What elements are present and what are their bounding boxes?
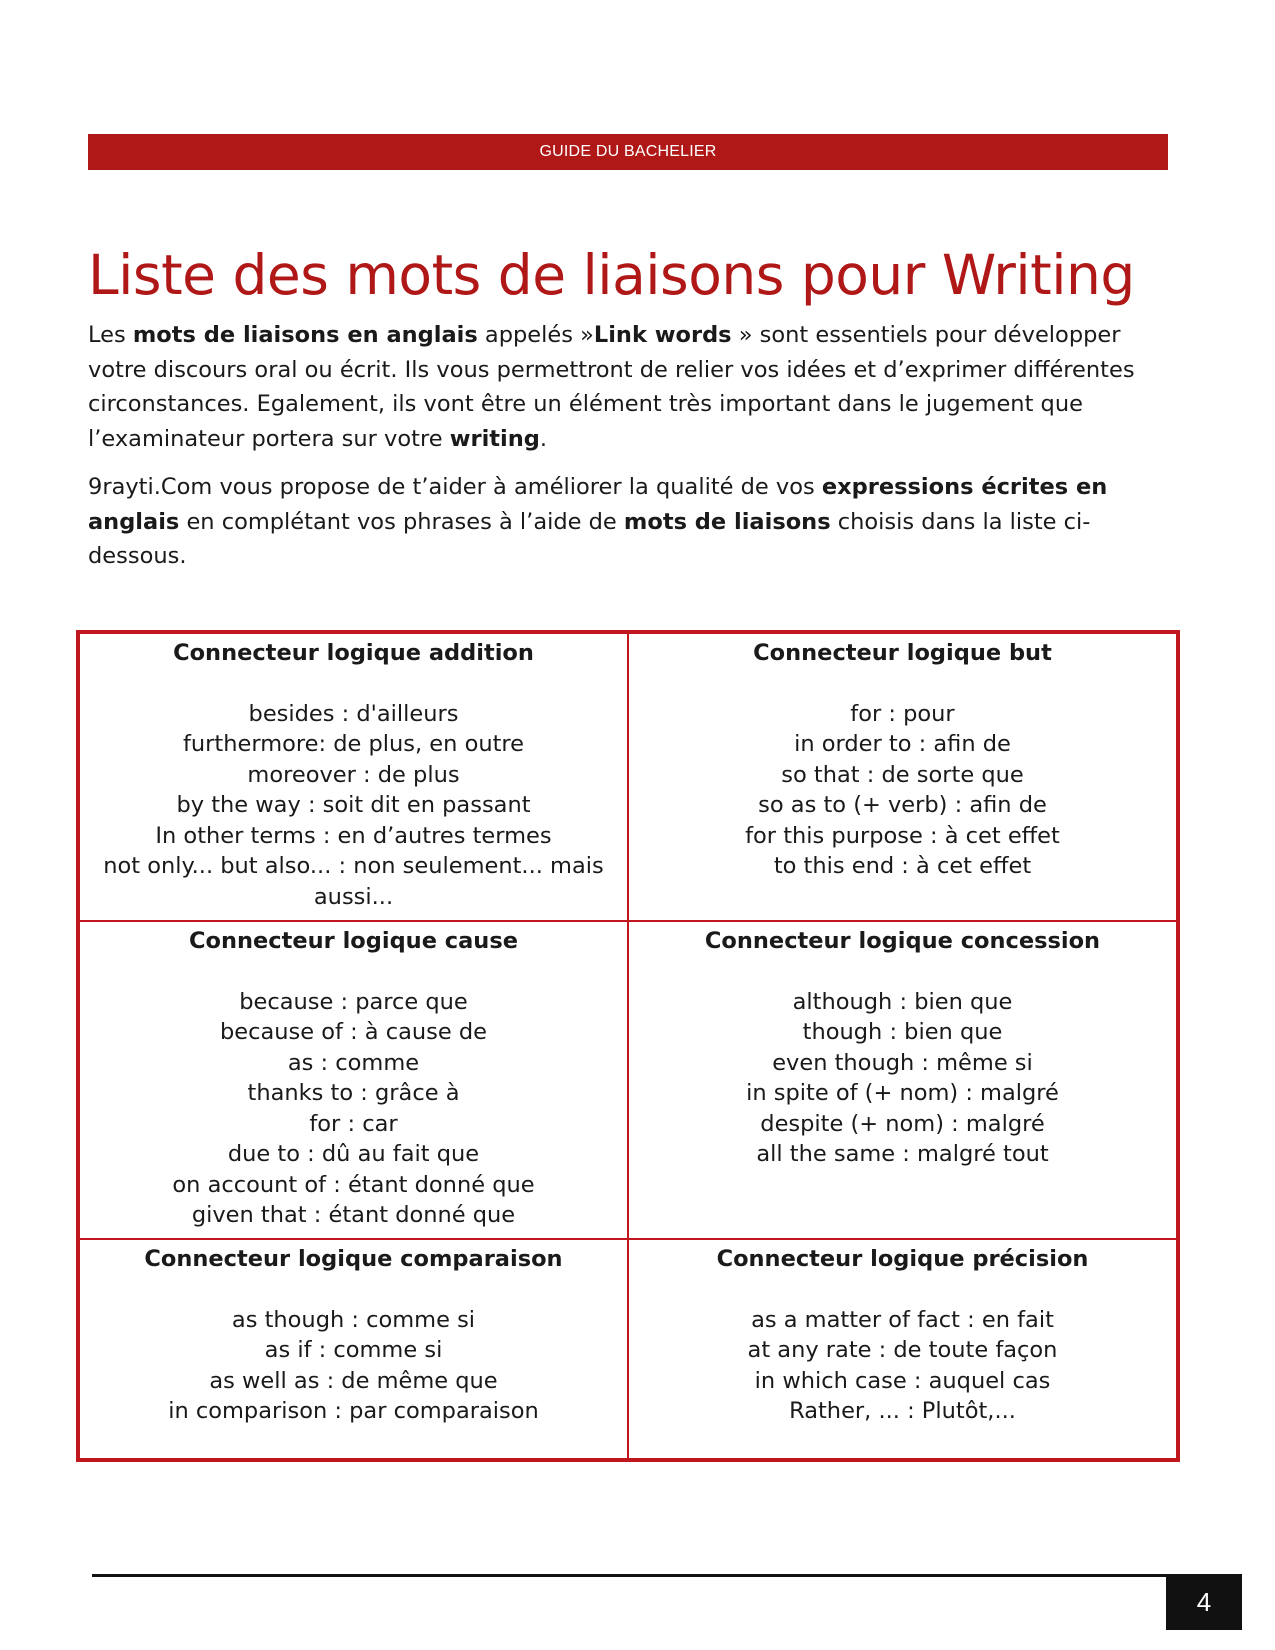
connector-item: at any rate : de toute façon — [747, 1337, 1058, 1363]
connector-item: in which case : auquel cas — [754, 1367, 1051, 1394]
connector-item: in comparison : par comparaison — [168, 1398, 539, 1424]
connector-item: besides : d'ailleurs — [248, 700, 459, 727]
page-number: 4 — [1196, 1586, 1212, 1617]
footer-divider — [92, 1574, 1170, 1577]
connector-item: though : bien que — [802, 1019, 1003, 1045]
connector-item: even though : même si — [772, 1049, 1033, 1076]
connector-cell-comparaison — [79, 1239, 628, 1459]
connectors-table — [76, 630, 1180, 1462]
connector-title: Connecteur logique comparaison — [144, 1246, 563, 1272]
connector-item: given that : étant donné que — [191, 1202, 516, 1228]
connector-item: moreover : de plus — [247, 761, 460, 788]
intro-p1-run: Les — [88, 322, 133, 348]
connector-item: on account of : étant donné que — [172, 1171, 535, 1198]
connector-list — [90, 699, 617, 913]
connector-title: Connecteur logique précision — [716, 1246, 1089, 1272]
connector-item: as well as : de même que — [209, 1367, 498, 1394]
connector-item: due to : dû au fait que — [227, 1141, 480, 1167]
intro-p1-run: . — [539, 425, 548, 452]
connector-item: for : car — [309, 1110, 398, 1137]
page-title: Liste des mots de liaisons pour Writing — [88, 243, 1135, 307]
connector-cell-addition — [79, 633, 628, 921]
intro-p1-run-bold: mots de liaisons en anglais — [132, 322, 478, 348]
connector-item: although : bien que — [792, 988, 1013, 1015]
connector-cell-but — [628, 633, 1177, 921]
intro-p1-run-bold: Link words — [593, 322, 732, 348]
connector-title: Connecteur logique concession — [704, 928, 1101, 954]
connector-item: by the way : soit dit en passant — [176, 792, 531, 818]
connector-item: to this end : à cet effet — [773, 853, 1032, 879]
intro-p1-run-bold: writing — [449, 425, 540, 452]
connector-item: as : comme — [287, 1049, 420, 1076]
connector-item: not only... but also... : non seulement... mais aussi... — [103, 853, 604, 910]
connector-item: all the same : malgré tout — [756, 1141, 1049, 1167]
connector-list — [639, 699, 1166, 882]
intro-paragraph-2 — [88, 470, 1163, 574]
connector-item: In other terms : en d’autres termes — [155, 822, 552, 849]
connector-item: so as to (+ verb) : afin de — [758, 792, 1047, 818]
connector-item: as a matter of fact : en fait — [751, 1306, 1054, 1333]
intro-p2-run: choisis dans la liste ci-dessous. — [88, 508, 1091, 569]
connector-item: in spite of (+ nom) : malgré — [746, 1080, 1059, 1106]
connector-item: because of : à cause de — [219, 1019, 488, 1045]
connector-title: Connecteur logique cause — [189, 928, 518, 954]
intro-p2-run: 9rayti.Com vous propose de t’aider à améliorer la qualité de vos — [88, 474, 822, 500]
connector-list — [639, 1305, 1166, 1427]
connector-list — [90, 987, 617, 1231]
connector-title: Connecteur logique addition — [173, 640, 534, 666]
connector-item: as if : comme si — [264, 1337, 443, 1363]
intro-p2-run-bold: mots de liaisons — [623, 508, 831, 535]
connector-item: thanks to : grâce à — [247, 1080, 460, 1106]
connector-item: for : pour — [850, 700, 955, 727]
connector-item: for this purpose : à cet effet — [745, 822, 1060, 849]
connector-item: as though : comme si — [231, 1306, 476, 1333]
connector-item: despite (+ nom) : malgré — [760, 1110, 1045, 1137]
connector-item: because : parce que — [239, 988, 468, 1015]
intro-p2-run-bold: expressions écrites en anglais — [88, 474, 1108, 535]
header-label: GUIDE DU BACHELIER — [539, 143, 717, 160]
page-number-box — [1166, 1574, 1242, 1630]
intro-text — [88, 318, 1163, 588]
connector-list — [639, 987, 1166, 1170]
connector-cell-cause — [79, 921, 628, 1239]
connector-item: so that : de sorte que — [781, 761, 1024, 788]
intro-p1-run: appelés » — [477, 322, 594, 348]
header-bar — [88, 134, 1168, 170]
connector-title: Connecteur logique but — [753, 640, 1052, 666]
intro-p1-run: » sont essentiels pour développer votre discours oral ou écrit. Ils vous permettront de relier vos idées et d’exprimer différentes circonstances. Egalement, ils vont être un élément très important dans le jugement que l’examinateur portera sur votre — [88, 322, 1135, 452]
connector-list — [90, 1305, 617, 1427]
connector-item: Rather, ... : Plutôt,... — [789, 1398, 1016, 1424]
connector-cell-precision — [628, 1239, 1177, 1459]
connector-cell-concession — [628, 921, 1177, 1239]
intro-paragraph-1 — [88, 318, 1163, 456]
connector-item: furthermore: de plus, en outre — [182, 731, 525, 757]
intro-p2-run: en complétant vos phrases à l’aide de — [179, 508, 624, 535]
connector-item: in order to : afin de — [794, 731, 1011, 757]
